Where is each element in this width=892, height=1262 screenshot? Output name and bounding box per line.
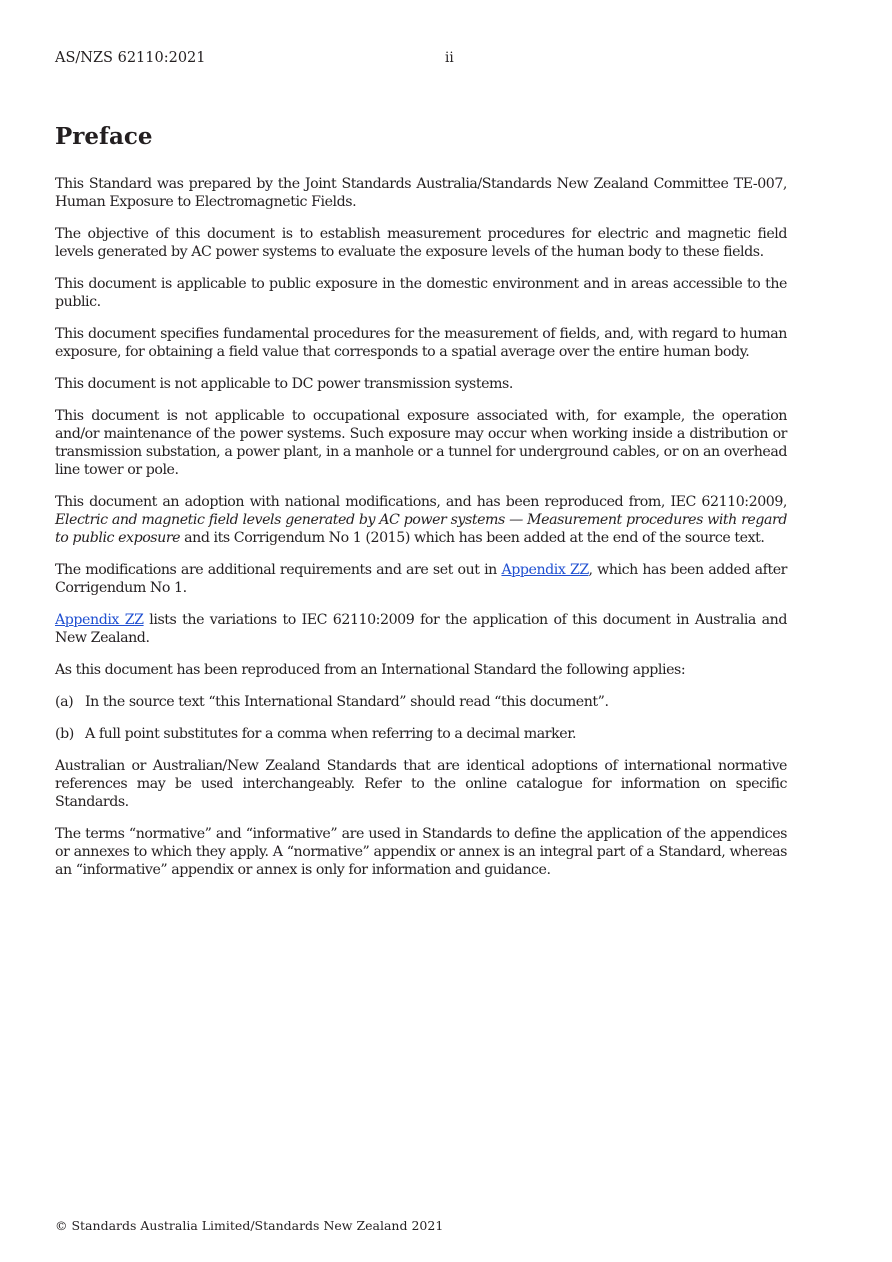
paragraph-dc-exclusion: This document is not applicable to DC power transmission systems. [55,376,513,392]
preface-body [55,175,787,893]
paragraph-variations [55,611,787,647]
paragraph-objective: The objective of this document is to establish measurement procedures for electric and magnetic field levels generated by AC power systems to evaluate the exposure levels of the human body to these fields. [55,226,787,260]
list-text-a: In the source text “this International Standard” should read “this document”. [85,694,609,710]
section-title: Preface [55,123,153,150]
list-marker-a: (a) [55,694,74,710]
modifications-text-start: The modifications are additional requirements and are set out in [55,562,502,578]
paragraph-reproduction: As this document has been reproduced from an International Standard the following applies: [55,662,686,678]
paragraph-occupational-exclusion: This document is not applicable to occupational exposure associated with, for example, the operation and/or maintenance of the power systems. Such exposure may occur when working inside a distribution or transmission substation, a power plant, in a manhole or a tunnel for underground cables, or on an overhead line tower or pole. [55,408,787,478]
paragraph-procedures: This document specifies fundamental procedures for the measurement of fields, and, with regard to human exposure, for obtaining a field value that corresponds to a spatial average over the entire human body. [55,326,787,360]
adoption-text-start: This document an adoption with national modifications, and has been reproduced from, IEC 62110:2009, [55,494,787,510]
adoption-text-end: and its Corrigendum No 1 (2015) which has been added at the end of the source text. [180,530,765,546]
paragraph-normative-informative: The terms “normative” and “informative” are used in Standards to define the application of the appendices or annexes to which they apply. A “normative” appendix or annex is an integral part of a Standard, whereas an “informative” appendix or annex is only for information and guidance. [55,826,787,878]
variations-text: lists the variations to IEC 62110:2009 for the application of this document in Australia and New Zealand. [55,612,787,646]
paragraph-normative-references: Australian or Australian/New Zealand Standards that are identical adoptions of international normative references may be used interchangeably. Refer to the online catalogue for information on specific Standards. [55,758,787,810]
document-id: AS/NZS 62110:2021 [55,50,206,66]
list-item-a [55,693,787,711]
appendix-zz-link[interactable]: Appendix ZZ [501,562,589,578]
paragraph-modifications [55,561,787,597]
source-standard-title: Electric and magnetic field levels generated by AC power systems — Measurement procedures with regard to public exposure [55,512,787,546]
paragraph-adoption [55,493,787,547]
list-text-b: A full point substitutes for a comma when referring to a decimal marker. [85,726,577,742]
copyright-footer: © Standards Australia Limited/Standards New Zealand 2021 [55,1218,444,1233]
list-item-b [55,725,787,743]
list-marker-b: (b) [55,726,74,742]
page-number: ii [445,50,454,66]
paragraph-applicability: This document is applicable to public exposure in the domestic environment and in areas accessible to the public. [55,276,787,310]
modifications-text-end: , which has been added after Corrigendum No 1. [55,562,787,596]
page-header [55,50,787,72]
appendix-zz-link-2[interactable]: Appendix ZZ [55,612,144,628]
paragraph-committee: This Standard was prepared by the Joint Standards Australia/Standards New Zealand Committee TE-007, Human Exposure to Electromagnetic Fields. [55,176,787,210]
